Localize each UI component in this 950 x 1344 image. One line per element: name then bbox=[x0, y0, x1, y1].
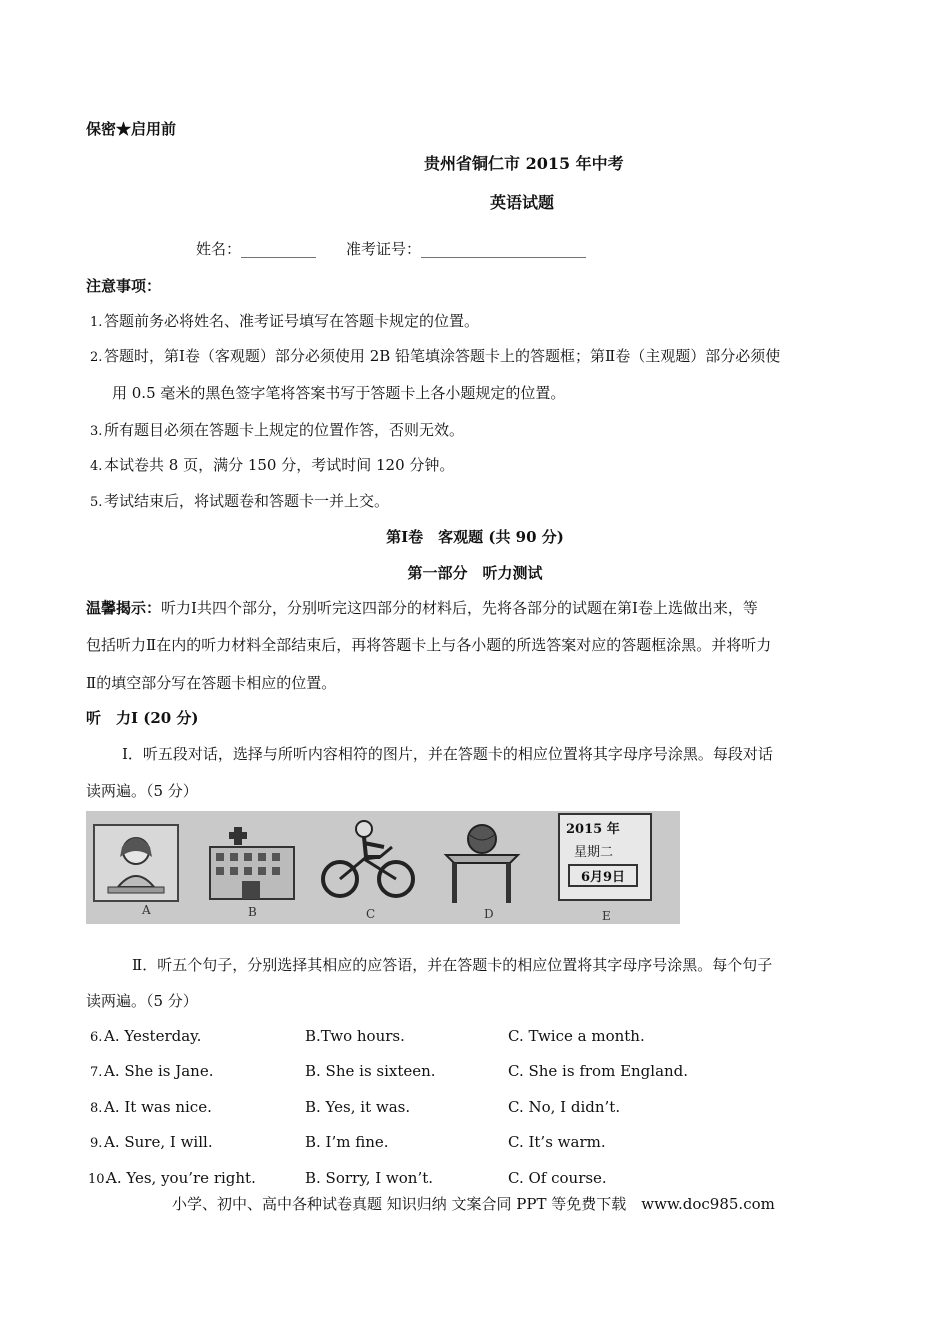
option-c: C. It’s warm. bbox=[508, 1133, 606, 1151]
footer-text: 小学、初中、高中各种试卷真题 知识归纳 文案合同 PPT 等免费下载 www.doc985.com bbox=[172, 1195, 775, 1213]
tip-line: Ⅱ的填空部分写在答题卡相应的位置。 bbox=[86, 674, 337, 692]
note-item: 1. 答题前务必将姓名、准考证号填写在答题卡规定的位置。 bbox=[90, 312, 480, 330]
calendar-date: 6月9日 bbox=[568, 864, 638, 887]
tip-line: 包括听力Ⅱ在内的听力材料全部结束后，再将答题卡上与各小题的所选答案对应的答题框涂黑。并将听力 bbox=[86, 636, 772, 654]
picture-letter: D bbox=[484, 907, 494, 921]
tip-label: 温馨揭示： bbox=[86, 599, 162, 617]
note-item: 2. 答题时，第Ⅰ卷（客观题）部分必须使用 2B 铅笔填涂答题卡上的答题框；第Ⅱ卷（主观题）部分必须使 bbox=[90, 347, 781, 365]
option-b: B.Two hours. bbox=[305, 1027, 405, 1045]
bicycle-rider-icon bbox=[318, 817, 418, 901]
listening-heading: 听 力Ⅰ (20 分) bbox=[86, 709, 199, 727]
picture-letter: A bbox=[142, 903, 151, 917]
option-b: B. She is sixteen. bbox=[305, 1062, 436, 1080]
calendar-year: 2015 年 bbox=[566, 822, 620, 837]
confidential-label: 保密★启用前 bbox=[86, 120, 177, 138]
note-item: 3. 所有题目必须在答题卡上规定的位置作答，否则无效。 bbox=[90, 421, 465, 439]
option-c: C. Of course. bbox=[508, 1169, 607, 1187]
section-title: 第Ⅰ卷 客观题 (共 90 分) bbox=[386, 528, 564, 546]
subject-title: 英语试题 bbox=[490, 193, 555, 212]
picture-letter: B bbox=[248, 905, 257, 919]
note-item-continued: 用 0.5 毫米的黑色签字笔将答案书写于答题卡上各小题规定的位置。 bbox=[112, 384, 566, 402]
question-row: 6. A. Yesterday. bbox=[90, 1027, 202, 1045]
option-a: A. Yesterday. bbox=[104, 1027, 202, 1045]
option-a: A. Sure, I will. bbox=[104, 1133, 213, 1151]
picture-letter: E bbox=[602, 909, 611, 923]
option-c: C. No, I didn’t. bbox=[508, 1098, 621, 1116]
ball-on-table-icon bbox=[436, 815, 526, 911]
calendar-weekday: 星期二 bbox=[574, 845, 614, 860]
question-row: 7. A. She is Jane. bbox=[90, 1062, 214, 1080]
part-ii-instruction: Ⅱ．听五个句子，分别选择其相应的应答语，并在答题卡的相应位置将其字母序号涂黑。每个句子 bbox=[132, 956, 773, 974]
part-i-instruction: Ⅰ．听五段对话，选择与所听内容相符的图片，并在答题卡的相应位置将其字母序号涂黑。每段对话 bbox=[122, 745, 773, 763]
calendar-icon bbox=[558, 813, 652, 901]
option-a: A. Yes, you’re right. bbox=[106, 1169, 256, 1187]
girl-reading-icon bbox=[90, 817, 182, 917]
question-row: 9. A. Sure, I will. bbox=[90, 1133, 213, 1151]
part-title: 第一部分 听力测试 bbox=[407, 564, 543, 582]
picture-strip bbox=[86, 811, 680, 924]
note-item: 4. 本试卷共 8 页，满分 150 分，考试时间 120 分钟。 bbox=[90, 456, 455, 474]
question-row: 8. A. It was nice. bbox=[90, 1098, 212, 1116]
part-i-instruction-cont: 读两遍。（5 分） bbox=[86, 782, 198, 800]
option-c: C. Twice a month. bbox=[508, 1027, 645, 1045]
option-b: B. Sorry, I won’t. bbox=[305, 1169, 434, 1187]
exam-title: 贵州省铜仁市 2015 年中考 bbox=[424, 154, 624, 173]
option-b: B. Yes, it was. bbox=[305, 1098, 411, 1116]
option-a: A. It was nice. bbox=[104, 1098, 212, 1116]
picture-letter: C bbox=[366, 907, 376, 921]
option-a: A. She is Jane. bbox=[104, 1062, 214, 1080]
option-b: B. I’m fine. bbox=[305, 1133, 389, 1151]
exam-id-field: 准考证号：______________________ bbox=[346, 240, 587, 258]
notes-heading: 注意事项： bbox=[86, 277, 162, 295]
question-row: 10.A. Yes, you’re right. bbox=[88, 1169, 256, 1187]
note-item: 5. 考试结束后，将试题卷和答题卡一并上交。 bbox=[90, 492, 390, 510]
tip-line: 温馨揭示：听力Ⅰ共四个部分，分别听完这四部分的材料后，先将各部分的试题在第Ⅰ卷上选做出来，等 bbox=[86, 599, 758, 617]
name-field: 姓名：__________ bbox=[196, 240, 317, 258]
hospital-icon bbox=[204, 823, 300, 903]
option-c: C. She is from England. bbox=[508, 1062, 689, 1080]
part-ii-instruction-cont: 读两遍。（5 分） bbox=[86, 992, 198, 1010]
